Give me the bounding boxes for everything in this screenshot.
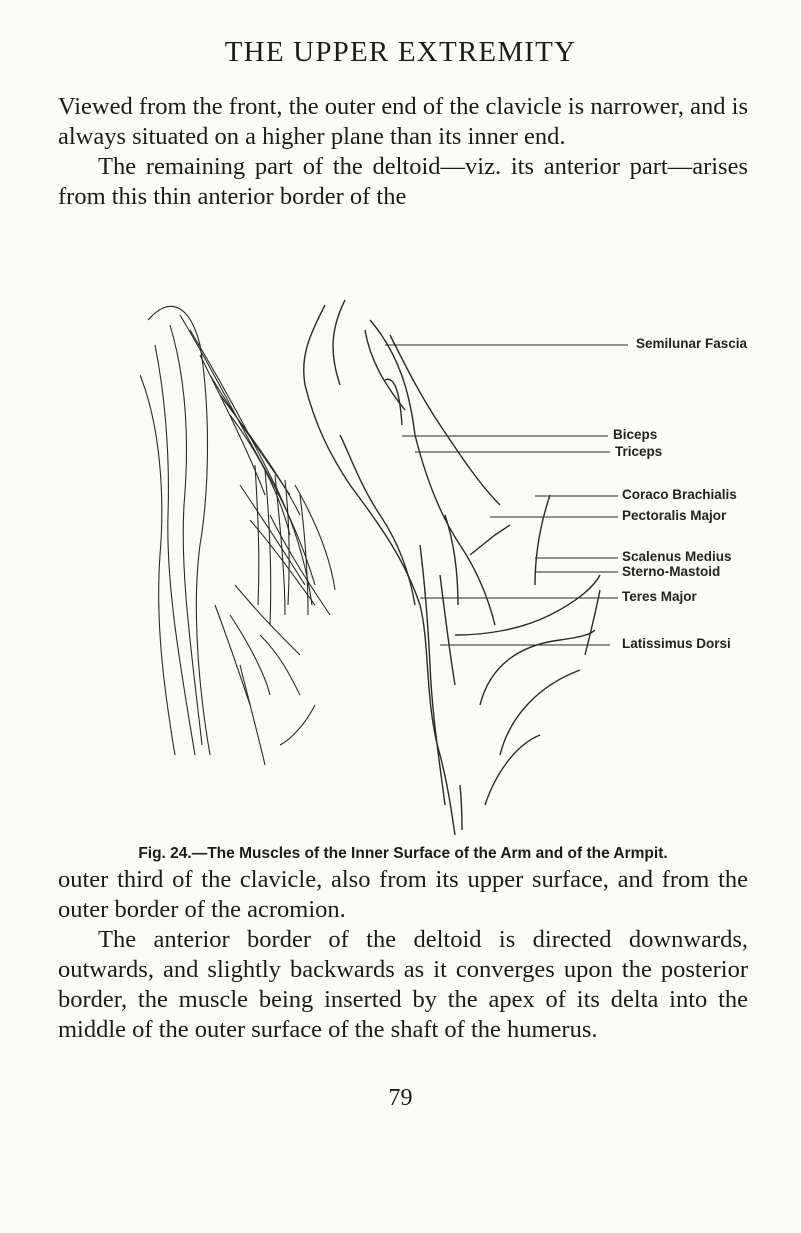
label-biceps: Biceps — [613, 427, 658, 442]
figure-caption: Fig. 24.—The Muscles of the Inner Surface of the Arm and of the Armpit. — [138, 845, 668, 862]
leader-lines — [385, 345, 628, 645]
page-number: 79 — [388, 1085, 413, 1111]
label-semilunar-fascia: Semilunar Fascia — [636, 336, 748, 351]
label-teres-major: Teres Major — [622, 589, 697, 604]
shaded-torso-region — [140, 306, 335, 765]
paragraph-4: The anterior border of the deltoid is directed downwards, outwards, and slightly backwards as it converges upon the posterior border, the muscle being inserted by the apex of its delta into the middle of the outer surface of the shaft of the humerus. — [58, 926, 748, 1043]
paragraph-2: The remaining part of the deltoid—viz. its anterior part—arises from this thin anterior border of the — [58, 153, 748, 210]
label-coraco-brachialis: Coraco Brachialis — [622, 487, 737, 502]
label-pectoralis-major: Pectoralis Major — [622, 508, 727, 523]
paragraph-3: outer third of the clavicle, also from its upper surface, and from the outer border of the acromion. — [58, 866, 748, 923]
paragraph-1: Viewed from the front, the outer end of the clavicle is narrower, and is always situated on a higher plane than its inner end. — [58, 93, 748, 150]
label-scalenus-medius: Scalenus Medius — [622, 549, 732, 564]
label-latissimus-dorsi: Latissimus Dorsi — [622, 636, 731, 651]
label-sterno-mastoid: Sterno-Mastoid — [622, 564, 721, 579]
arm-outline — [304, 300, 600, 835]
anatomy-figure — [140, 285, 780, 845]
label-triceps: Triceps — [615, 444, 663, 459]
running-header: THE UPPER EXTREMITY — [224, 36, 577, 68]
